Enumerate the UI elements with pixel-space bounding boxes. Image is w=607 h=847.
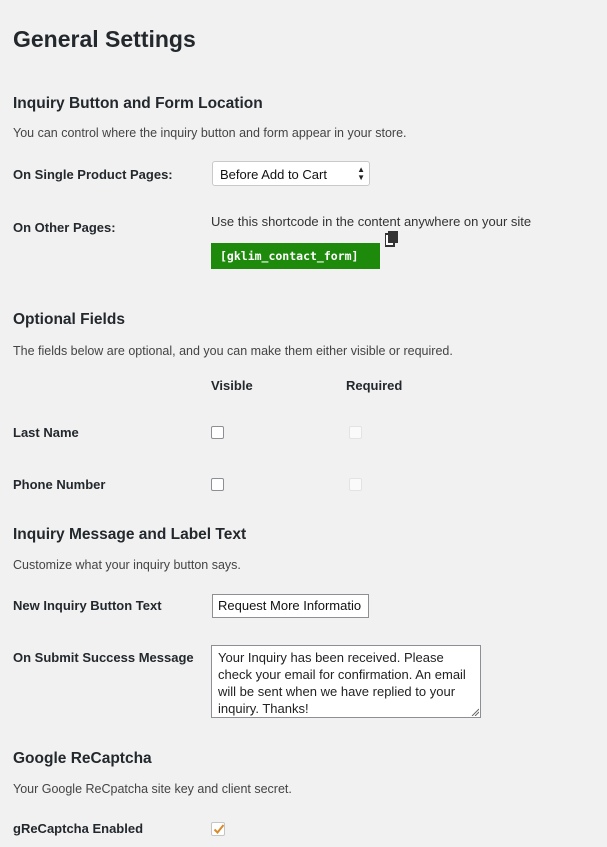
single-product-label: On Single Product Pages: [13, 167, 173, 182]
section-title-optional-fields: Optional Fields [13, 311, 125, 328]
success-message-textarea[interactable] [211, 645, 481, 718]
section-title-message-text: Inquiry Message and Label Text [13, 526, 247, 543]
recaptcha-enabled-label: gReCaptcha Enabled [13, 821, 144, 836]
button-text-label: New Inquiry Button Text [13, 598, 162, 613]
resize-handle-icon[interactable] [471, 708, 479, 716]
section-title-location: Inquiry Button and Form Location [13, 95, 263, 112]
field-label-phone-number: Phone Number [13, 477, 106, 492]
copy-icon[interactable] [385, 231, 399, 247]
shortcode-text[interactable]: [gklim_contact_form] [211, 243, 380, 269]
shortcode-help-text: Use this shortcode in the content anywhere on your site [211, 214, 532, 229]
select-arrows-icon: ▲ ▼ [357, 165, 365, 182]
success-message-text: Your Inquiry has been received. Please check your email for confirmation. An email will be sent when we have replied to your inquiry. Thanks! [218, 650, 466, 716]
last-name-visible-checkbox[interactable] [211, 426, 224, 439]
column-header-required: Required [346, 378, 403, 393]
single-product-select-value: Before Add to Cart [220, 167, 327, 182]
phone-number-required-checkbox[interactable] [349, 478, 362, 491]
section-description-optional-fields: The fields below are optional, and you can make them either visible or required. [13, 344, 453, 358]
section-description-recaptcha: Your Google ReCpatcha site key and client secret. [13, 782, 292, 796]
section-description-location: You can control where the inquiry button and form appear in your store. [13, 126, 407, 140]
section-title-recaptcha: Google ReCaptcha [13, 750, 152, 767]
last-name-required-checkbox[interactable] [349, 426, 362, 439]
checkmark-icon [213, 823, 225, 835]
phone-number-visible-checkbox[interactable] [211, 478, 224, 491]
other-pages-label: On Other Pages: [13, 220, 116, 235]
page-title: General Settings [13, 26, 196, 52]
inquiry-button-text-input[interactable]: Request More Informatio [212, 594, 369, 618]
recaptcha-enabled-checkbox[interactable] [211, 822, 225, 836]
single-product-location-select[interactable] [212, 161, 370, 186]
field-label-last-name: Last Name [13, 425, 79, 440]
column-header-visible: Visible [211, 378, 253, 393]
section-description-message-text: Customize what your inquiry button says. [13, 558, 241, 572]
success-message-label: On Submit Success Message [13, 650, 194, 665]
